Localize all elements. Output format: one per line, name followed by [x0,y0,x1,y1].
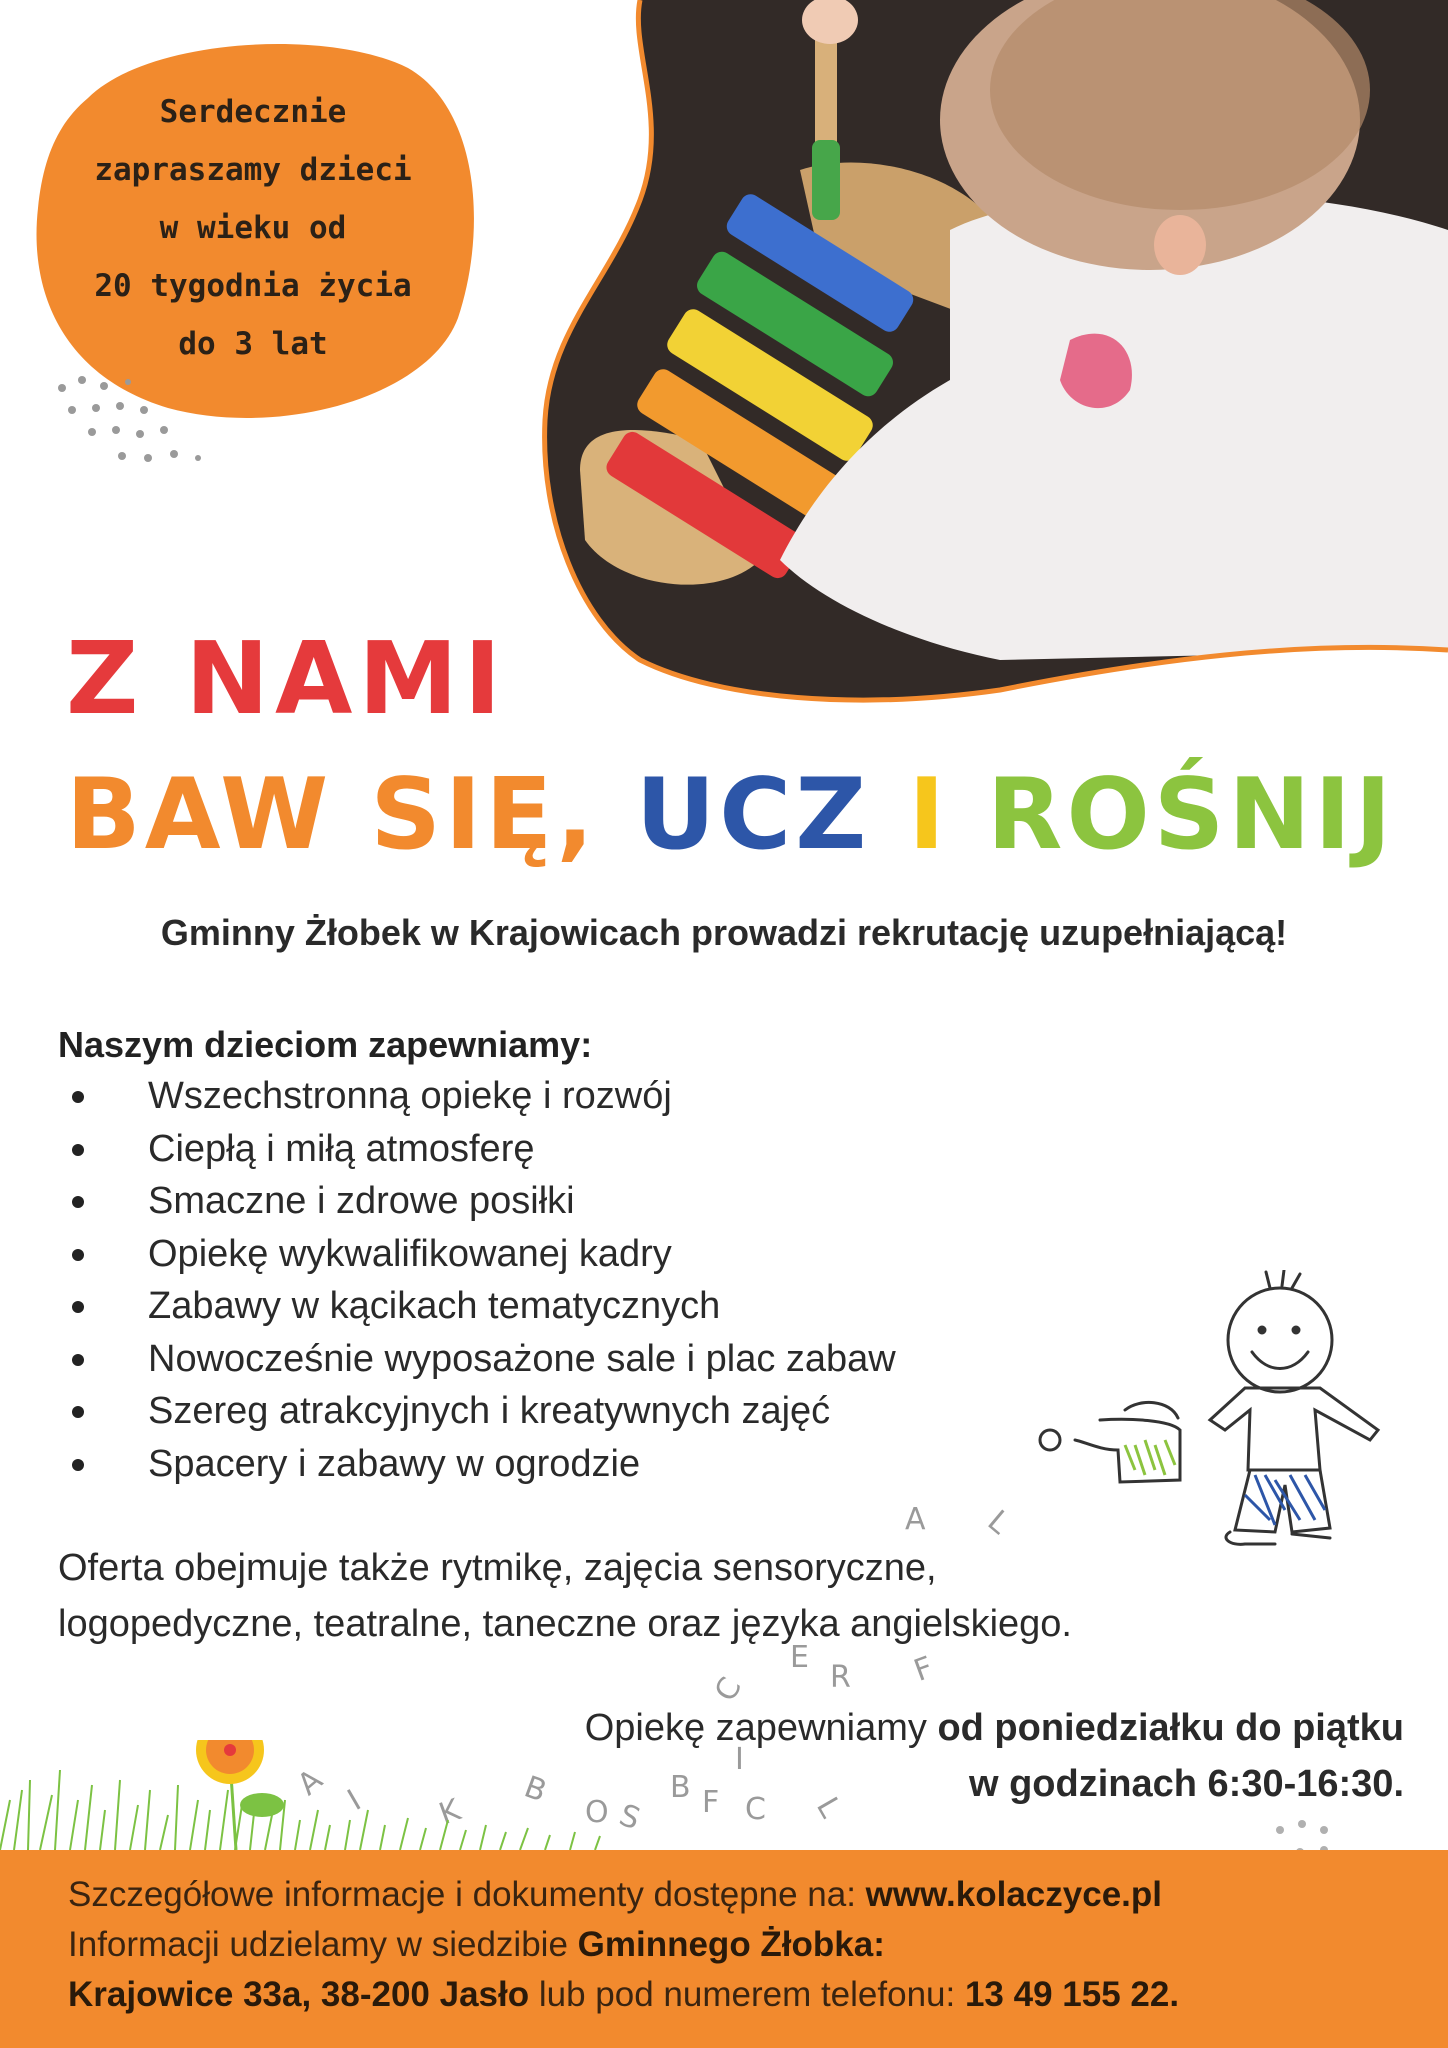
phone-number[interactable]: 13 49 155 22. [964,1975,1180,2014]
scattered-letter: R [830,1660,851,1695]
footer-line [68,1920,1179,1970]
headline-ucz: UCZ [635,758,871,872]
list-item-text: Wszechstronną opiekę i rozwój [148,1075,672,1117]
scattered-letter: F [909,1650,938,1689]
headline-baw-sie: BAW SIĘ, [66,758,598,872]
grass-flower-icon [0,1740,640,1855]
bullet-icon [72,1459,84,1471]
headline-main [66,760,1395,870]
footer-line [68,1970,1179,2020]
scattered-letter: A [291,1762,330,1803]
footer-place: Gminnego Żłobka: [577,1925,885,1964]
dots-decoration [52,368,212,478]
list-item-text: Nowocześnie wyposażone sale i plac zabaw [148,1337,896,1380]
scattered-letter: O [585,1795,609,1830]
headline-rosnij: ROŚNIJ [986,758,1396,872]
child-drawing-icon [1030,1270,1430,1570]
scattered-letter: E [790,1640,809,1675]
bullet-icon [72,1144,84,1156]
scattered-letter: A [905,1502,926,1537]
bullet-icon [72,1249,84,1261]
list-item-text: Opiekę wykwalifikowanej kadry [148,1232,672,1275]
badge-line: w wieku od [159,210,347,246]
list-item-text: Szereg atrakcyjnych i kreatywnych zajęć [148,1390,831,1432]
hours-line [585,1756,1404,1812]
list-item-text: Spacery i zabawy w ogrodzie [148,1442,641,1485]
extra-line: Oferta obejmuje także rytmikę, zajęcia sensoryczne, [58,1547,937,1589]
scattered-letter: L [809,1791,848,1824]
footer-contact [0,1850,1448,2048]
scattered-letter: L [980,1503,1017,1542]
footer-text [68,1870,1179,2020]
footer-info-text: Szczegółowe informacje i dokumenty dostępne na: [68,1875,866,1914]
list-item-text: Smaczne i zdrowe posiłki [148,1180,575,1222]
badge-line: do 3 lat [178,326,328,362]
list-item-text: Zabawy w kącikach tematycznych [148,1285,721,1327]
hours-prefix: Opiekę zapewniamy [584,1707,938,1749]
offer-list [58,1070,896,1490]
scattered-letter: K [434,1792,466,1833]
scattered-letter: B [519,1769,551,1810]
invitation-text [43,83,463,373]
list-item [58,1123,896,1176]
hours-days: od poniedziałku do piątku [937,1707,1404,1749]
list-item [58,1070,896,1123]
hours-line [585,1700,1404,1756]
scattered-letter: C [708,1671,749,1708]
footer-line [68,1870,1179,1920]
footer-address: Krajowice 33a, 38-200 Jasło [68,1975,530,2014]
hours-time: w godzinach 6:30-16:30. [968,1763,1404,1805]
headline-z-nami: Z NAMI [66,620,508,737]
extra-line: logopedyczne, teatralne, taneczne oraz języka angielskiego. [58,1603,1072,1645]
extra-offer-text [58,1540,1258,1652]
bullet-icon [72,1354,84,1366]
bullet-icon [72,1091,84,1103]
list-item [58,1228,896,1281]
bullet-icon [72,1196,84,1208]
badge-line: Serdecznie [159,94,347,130]
opening-hours [585,1700,1404,1812]
badge-line: zapraszamy dzieci [94,152,412,188]
invitation-badge [28,28,478,428]
badge-line: 20 tygodnia życia [94,268,412,304]
offer-heading: Naszym dzieciom zapewniamy: [58,1024,593,1065]
list-item [58,1175,896,1228]
list-item [58,1280,896,1333]
scattered-letter: F [702,1785,720,1820]
bullet-icon [72,1301,84,1313]
scattered-letter: B [670,1770,691,1805]
headline-i: I [908,758,949,872]
footer-info-text: lub pod numerem telefonu: [529,1975,965,2014]
website-link[interactable]: www.kolaczyce.pl [865,1875,1162,1914]
footer-info-text: Informacji udzielamy w siedzibie [68,1925,578,1964]
list-item [58,1333,896,1386]
scattered-letter: I [735,1742,744,1777]
bullet-icon [72,1406,84,1418]
scattered-letter: I [341,1783,368,1818]
scattered-letter: C [745,1792,766,1827]
scattered-letter: S [614,1797,645,1838]
list-item [58,1438,896,1491]
list-item [58,1385,896,1438]
recruitment-subtitle: Gminny Żłobek w Krajowicach prowadzi rekrutację uzupełniającą! [160,912,1288,953]
list-item-text: Ciepłą i miłą atmosferę [148,1127,535,1170]
